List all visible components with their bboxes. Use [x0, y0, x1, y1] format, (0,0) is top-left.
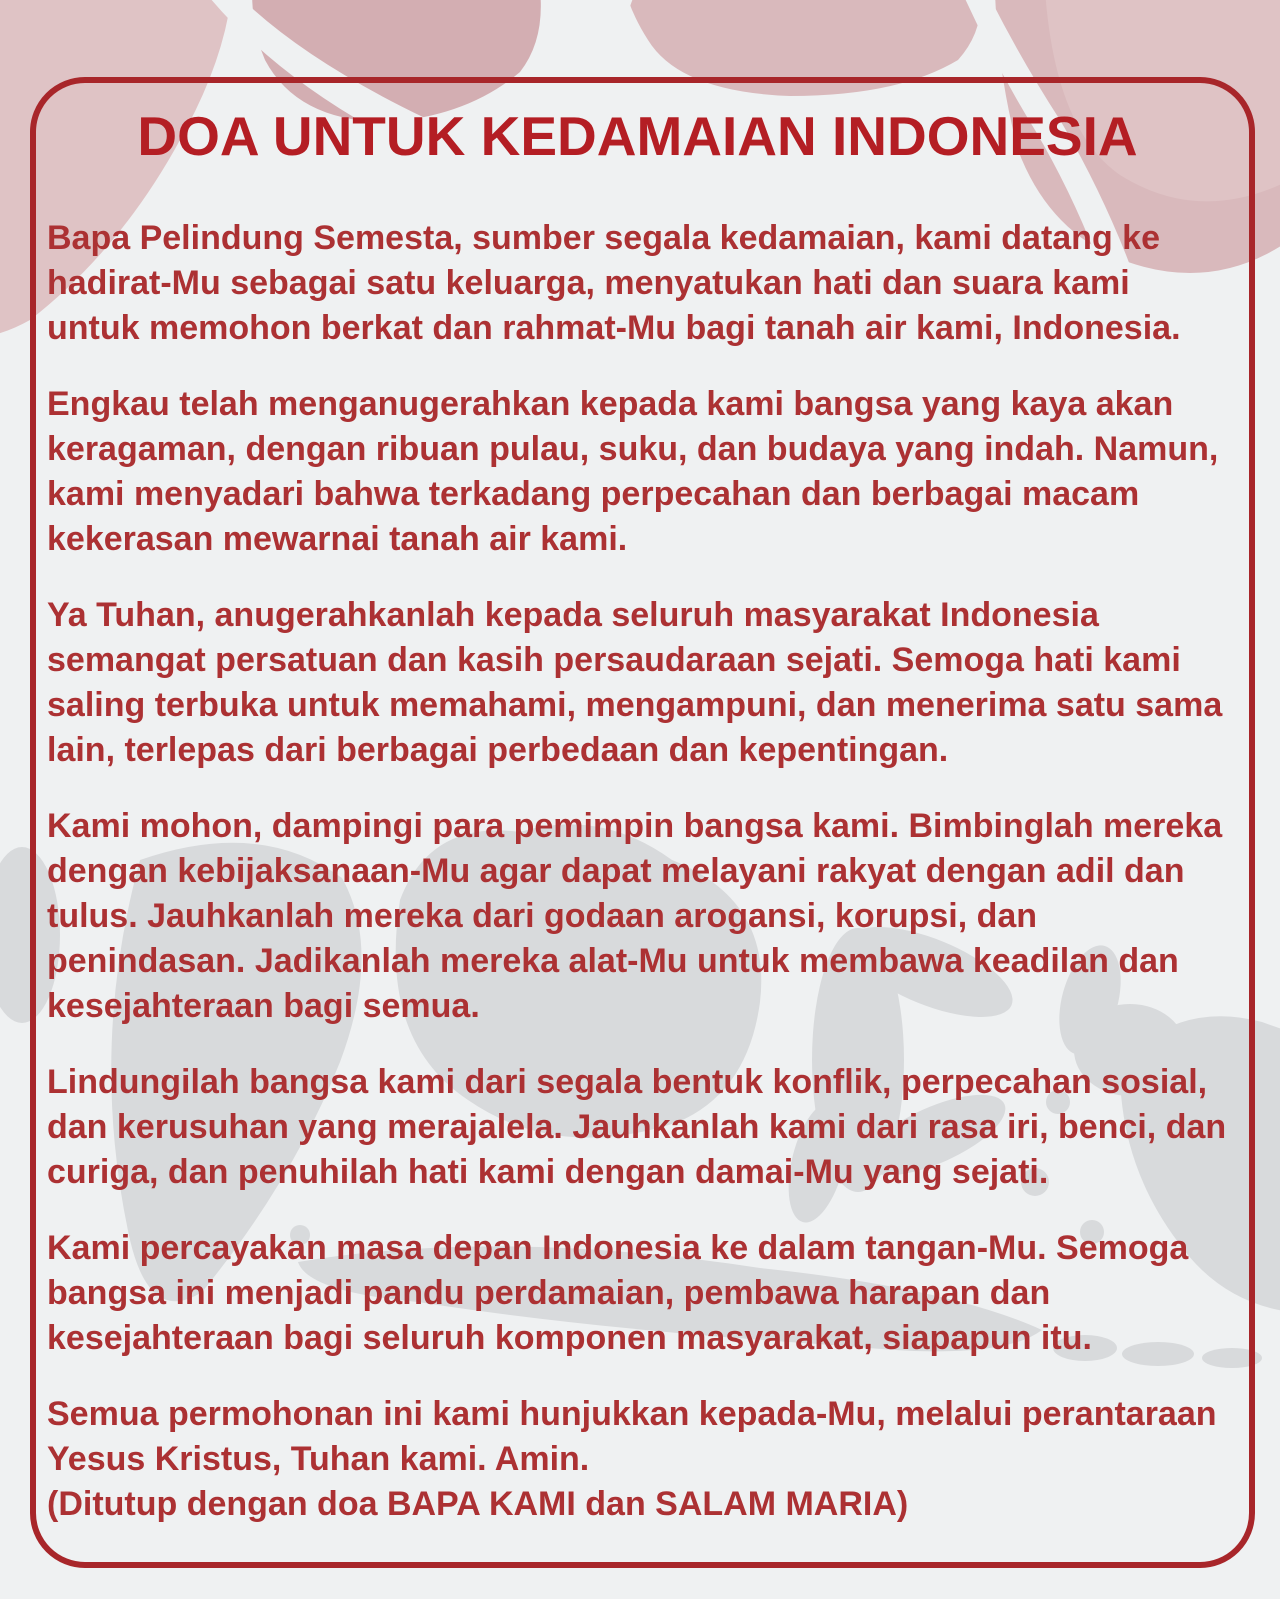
prayer-paragraph: Lindungilah bangsa kami dari segala bentuk konflik, perpecahan sosial, dan kerusuhan yang merajalela. Jauhkanlah kami dari rasa iri, benci, dan curiga, dan penuhilah hati kami dengan damai-Mu yang sejati. [47, 1063, 1227, 1191]
closing-instruction: (Ditutup dengan doa BAPA KAMI dan SALAM MARIA) [47, 1485, 909, 1523]
prayer-paragraph: Engkau telah menganugerahkan kepada kami bangsa yang kaya akan keragaman, dengan ribuan pulau, suku, dan budaya yang indah. Namun, kami menyadari bahwa terkadang perpecahan dan berbagai macam kekerasan mewarnai tanah air kami. [47, 385, 1219, 558]
prayer-card [30, 77, 1255, 1568]
prayer-paragraph: Kami percayakan masa depan Indonesia ke dalam tangan-Mu. Semoga bangsa ini menjadi pandu perdamaian, pembawa harapan dan kesejahteraan bagi seluruh komponen masyarakat, siapapun itu. [47, 1229, 1189, 1357]
prayer-title: DOA UNTUK KEDAMAIAN INDONESIA [137, 105, 1138, 167]
prayer-paragraph: Ya Tuhan, anugerahkanlah kepada seluruh masyarakat Indonesia semangat persatuan dan kasih persaudaraan sejati. Semoga hati kami saling terbuka untuk memahami, mengampuni, dan menerima satu sama lain, terlepas dari berbagai perbedaan dan kepentingan. [47, 596, 1223, 769]
prayer-paragraph: Semua permohonan ini kami hunjukkan kepada-Mu, melalui perantaraan Yesus Kristus, Tuhan kami. Amin. [47, 1395, 1217, 1478]
prayer-paragraph: Bapa Pelindung Semesta, sumber segala kedamaian, kami datang ke hadirat-Mu sebagai satu keluarga, menyatukan hati dan suara kami untuk memohon berkat dan rahmat-Mu bagi tanah air kami, Indonesia. [47, 219, 1181, 347]
prayer-paragraph: Kami mohon, dampingi para pemimpin bangsa kami. Bimbinglah mereka dengan kebijaksanaan-Mu agar dapat melayani rakyat dengan adil dan tulus. Jauhkanlah mereka dari godaan arogansi, korupsi, dan penindasan. Jadikanlah mereka alat-Mu untuk membawa keadilan dan kesejahteraan bagi semua. [47, 807, 1223, 1025]
